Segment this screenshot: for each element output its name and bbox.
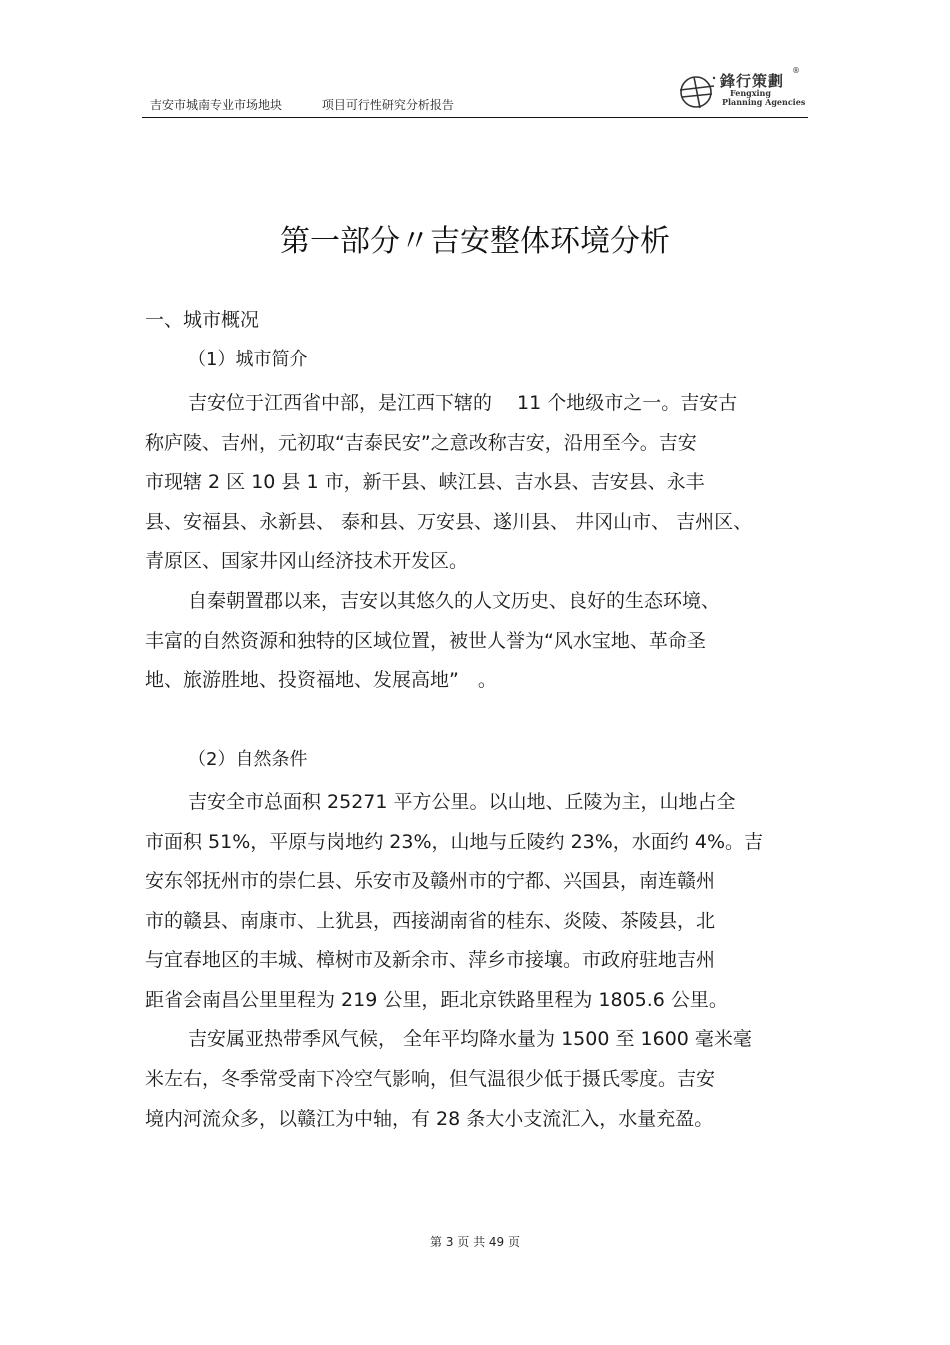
- page-title: 第一部分〃吉安整体环境分析: [280, 224, 670, 259]
- paragraph-line: 市的赣县、南康市、上犹县，西接湖南省的桂东、炎陵、茶陵县，北: [145, 910, 716, 932]
- subsection-heading-natural-conditions: （2）自然条件: [188, 749, 308, 770]
- header-report-name: 项目可行性研究分析报告: [321, 98, 454, 112]
- paragraph-line: 称庐陵、吉州，元初取“吉泰民安”之意改称吉安，沿用至今。吉安: [145, 432, 697, 454]
- paragraph-line: 市现辖 2 区 10 县 1 市，新干县、峡江县、吉水县、吉安县、永丰: [145, 471, 705, 493]
- paragraph-line: 安东邻抚州市的崇仁县、乐安市及赣州市的宁都、兴国县，南连赣州: [145, 870, 716, 892]
- logo-emblem-icon: [678, 70, 718, 110]
- paragraph-line: 境内河流众多，以赣江为中轴，有 28 条大小支流汇入，水量充盈。: [145, 1108, 714, 1130]
- paragraph-line: 地、旅游胜地、投资福地、发展高地” 。: [145, 669, 497, 691]
- paragraph-line: 与宜春地区的丰城、樟树市及新余市、萍乡市接壤。市政府驻地吉州: [145, 949, 716, 971]
- paragraph-line: 吉安属亚热带季风气候， 全年平均降水量为 1500 至 1600 毫米毫: [188, 1028, 752, 1050]
- logo-english-line1: Fengxing: [730, 88, 771, 98]
- paragraph-line: 距省会南昌公里里程为 219 公里，距北京铁路里程为 1805.6 公里。: [145, 989, 728, 1011]
- paragraph-line: 市面积 51%，平原与岗地约 23%，山地与丘陵约 23%，水面约 4%。吉: [145, 831, 763, 853]
- paragraph-line: 米左右，冬季常受南下冷空气影响，但气温很少低于摄氏零度。吉安: [145, 1068, 716, 1090]
- paragraph-line: 青原区、国家井冈山经济技术开发区。: [145, 550, 469, 572]
- subsection-heading-city-intro: （1）城市简介: [188, 349, 308, 370]
- company-logo: [678, 66, 808, 110]
- paragraph-line: 吉安全市总面积 25271 平方公里。以山地、丘陵为主，山地占全: [188, 791, 736, 813]
- running-header: [150, 96, 490, 113]
- page-number: 第 3 页 共 49 页: [430, 1235, 520, 1249]
- paragraph-line: 吉安位于江西省中部，是江西下辖的 11 个地级市之一。吉安古: [188, 392, 738, 414]
- registered-mark: ®: [792, 66, 800, 75]
- section-heading: 一、城市概况: [145, 309, 260, 331]
- paragraph-line: 自秦朝置郡以来，吉安以其悠久的人文历史、良好的生态环境、: [188, 590, 721, 612]
- logo-english-line2: Planning Agencies: [722, 97, 806, 107]
- paragraph-line: 县、安福县、永新县、 泰和县、万安县、遂川县、 井冈山市、 吉州区、: [145, 511, 753, 533]
- paragraph-line: 丰富的自然资源和独特的区域位置，被世人誉为“风水宝地、革命圣: [145, 630, 706, 652]
- header-project-name: 吉安市城南专业市场地块: [150, 98, 283, 112]
- header-divider: [142, 117, 808, 118]
- logo-chinese-name: 鋒行策劃: [720, 72, 785, 90]
